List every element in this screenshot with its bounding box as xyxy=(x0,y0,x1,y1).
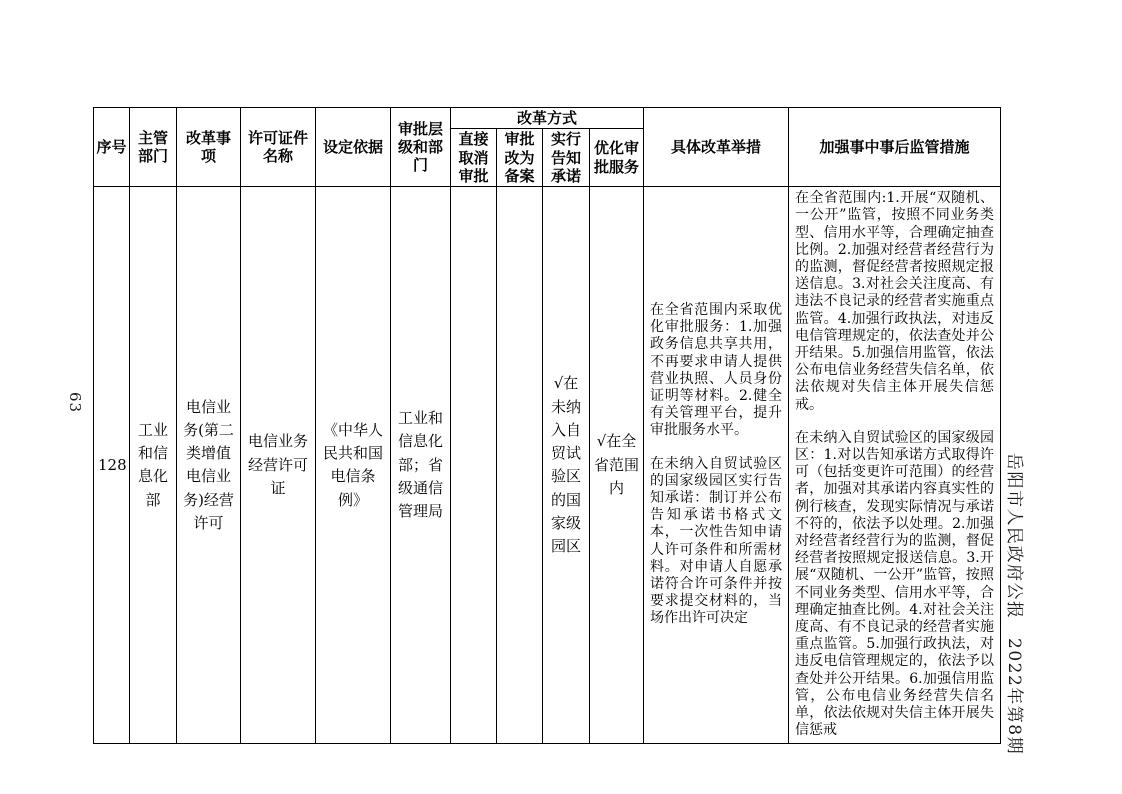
cell-change-to-filing xyxy=(497,187,543,744)
cell-direct-cancel xyxy=(451,187,497,744)
cell-optimize-service: √在全省范围内 xyxy=(590,187,644,744)
header-direct-cancel: 直接取消审批 xyxy=(451,129,497,187)
header-supervision: 加强事中事后监管措施 xyxy=(789,108,1001,187)
cell-basis: 《中华人民共和国电信条例》 xyxy=(316,187,391,744)
cell-notification-commitment: √在未纳入自贸试验区的国家级园区 xyxy=(543,187,590,744)
header-notification-commitment: 实行告知承诺 xyxy=(543,129,590,187)
header-license-name: 许可证件名称 xyxy=(241,108,316,187)
header-change-to-filing: 审批改为备案 xyxy=(497,129,543,187)
measures-paragraph-2: 在未纳入自贸试验区的国家级园区实行告知承诺：制订并公布告知承诺书格式文本，一次性告知申请人许可条件和所需材料。对申请人自愿承诺符合许可条件并按要求提交材料的，当场作出许可决定 xyxy=(650,455,783,627)
cell-license-name: 电信业务经营许可证 xyxy=(241,187,316,744)
reform-items-table xyxy=(93,107,1001,744)
cell-reform-item: 电信业务(第二类增值电信业务)经营许可 xyxy=(177,187,241,744)
header-seq: 序号 xyxy=(94,108,130,187)
header-approval-level: 审批层级和部门 xyxy=(391,108,451,187)
header-reform-mode: 改革方式 xyxy=(451,108,644,129)
page-number: 63 xyxy=(66,392,84,414)
supervision-paragraph-2: 在未纳入自贸试验区的国家级园区：1.对以告知承诺方式取得许可（包括变更许可范围）的经营者，加强对其承诺内容真实性的例行核查，发现实际情况与承诺不符的，依法予以处理。2.加强对经营者经营行为的监测，督促经营者按照规定报送信息。3.开展“双随机、一公开”监管，按照不同业务类型、信用水平等，合理确定抽查比例。4.对社会关注度高、有不良记录的经营者实施重点监管。5.加强行政执法，对违反电信管理规定的，依法予以查处并公开结果。6.加强信用监管，公布电信业务经营失信名单，依法依规对失信主体开展失信惩戒 xyxy=(795,429,995,739)
gazette-masthead: 岳阳市人民政府公报 2022年第8期 xyxy=(1004,453,1024,756)
cell-measures xyxy=(644,187,789,744)
measures-paragraph-1: 在全省范围内采取优化审批服务：1.加强政务信息共享共用，不再要求申请人提供营业执照、人员身份证明等材料。2.健全有关管理平台，提升审批服务水平。 xyxy=(650,302,783,439)
cell-approval-level: 工业和信息化部；省级通信管理局 xyxy=(391,187,451,744)
header-reform-item: 改革事项 xyxy=(177,108,241,187)
header-dept: 主管部门 xyxy=(130,108,177,187)
header-optimize-service: 优化审批服务 xyxy=(590,129,644,187)
cell-seq: 128 xyxy=(94,187,130,744)
header-basis: 设定依据 xyxy=(316,108,391,187)
cell-dept: 工业和信息化部 xyxy=(130,187,177,744)
supervision-paragraph-1: 在全省范围内:1.开展“双随机、一公开”监管，按照不同业务类型、信用水平等，合理确定抽查比例。2.加强对经营者经营行为的监测，督促经营者按照规定报送信息。3.对社会关注度高、有违法不良记录的经营者实施重点监管。4.加强行政执法，对违反电信管理规定的，依法查处并公开结果。5.加强信用监管，依法公布电信业务经营失信名单，依法依规对失信主体开展失信惩戒。 xyxy=(795,190,995,413)
cell-supervision xyxy=(789,187,1001,744)
header-measures: 具体改革举措 xyxy=(644,108,789,187)
table-row xyxy=(94,187,1001,744)
